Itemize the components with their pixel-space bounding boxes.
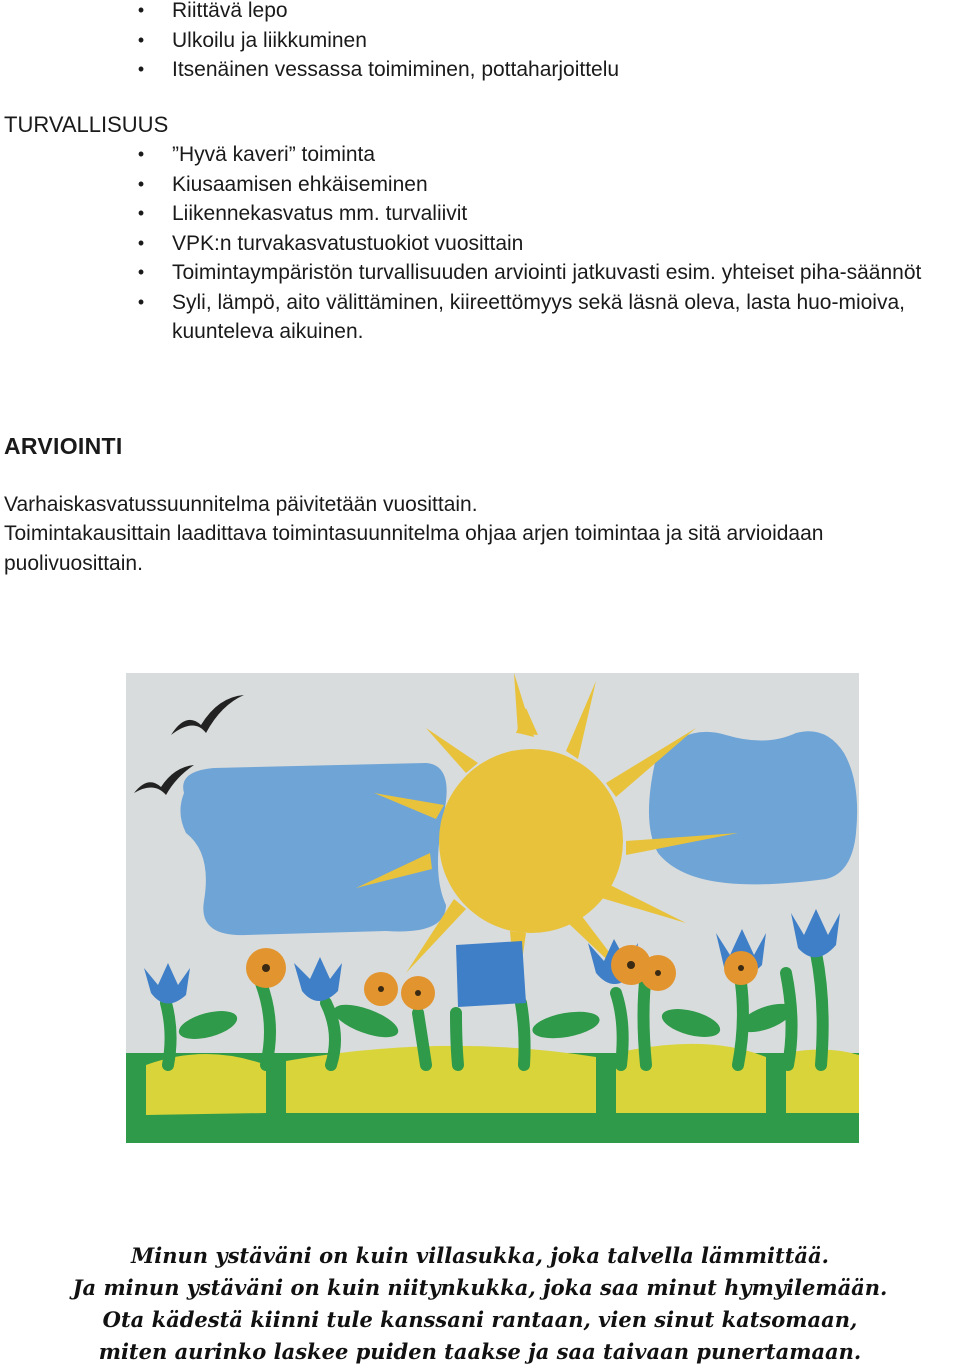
cloud-shape-left bbox=[180, 763, 446, 935]
cloud-shape-right bbox=[649, 731, 857, 884]
list-item: • Riittävä lepo bbox=[0, 0, 960, 26]
evaluation-paragraph: Toimintakausittain laadittava toimintasuunnitelma ohjaa arjen toimintaa ja sitä arvioidaan puolivuosittain. bbox=[4, 522, 824, 575]
list-item: • Ulkoilu ja liikkuminen bbox=[0, 26, 960, 56]
section-heading-safety: TURVALLISUUS bbox=[4, 112, 169, 137]
safety-list bbox=[0, 140, 960, 347]
poem-line: Ota kädestä kiinni tule kanssani rantaan, vien sinut katsomaan, bbox=[102, 1307, 858, 1332]
bullet-icon: • bbox=[137, 291, 145, 312]
list-item: • Kiusaamisen ehkäiseminen bbox=[0, 170, 960, 200]
bullet-icon: • bbox=[137, 173, 145, 194]
poem bbox=[0, 1240, 960, 1368]
bullet-icon: • bbox=[137, 203, 145, 223]
children-artwork-image bbox=[126, 673, 859, 1143]
list-item: • ”Hyvä kaveri” toiminta bbox=[0, 140, 960, 170]
bullet-icon: • bbox=[137, 262, 145, 282]
bullet-icon: • bbox=[137, 0, 145, 20]
list-item: • Liikennekasvatus mm. turvaliivit bbox=[0, 199, 960, 229]
list-item: • Toimintaympäristön turvallisuuden arviointi jatkuvasti esim. yhteiset piha-säännöt bbox=[0, 258, 960, 288]
bullet-icon: • bbox=[137, 232, 145, 253]
bullet-icon: • bbox=[137, 144, 145, 164]
care-list bbox=[0, 0, 960, 85]
list-item: • VPK:n turvakasvatustuokiot vuosittain bbox=[0, 229, 960, 259]
list-item: • Syli, lämpö, aito välittäminen, kiireettömyys sekä läsnä oleva, lasta huo-mioiva, kuunteleva aikuinen. bbox=[0, 288, 960, 347]
poem-line: Ja minun ystäväni on kuin niitynkukka, joka saa minut hymyilemään. bbox=[72, 1275, 888, 1300]
poem-line: miten aurinko laskee puiden taakse ja saa taivaan punertamaan. bbox=[98, 1339, 862, 1364]
evaluation-paragraph: Varhaiskasvatussuunnitelma päivitetään vuosittain. bbox=[4, 493, 478, 516]
bullet-icon: • bbox=[137, 59, 145, 79]
bullet-icon: • bbox=[137, 29, 145, 50]
section-heading-evaluation: ARVIOINTI bbox=[4, 433, 123, 459]
list-item: • Itsenäinen vessassa toimiminen, pottaharjoittelu bbox=[0, 55, 960, 85]
poem-line: Minun ystäväni on kuin villasukka, joka talvella lämmittää. bbox=[131, 1243, 829, 1268]
